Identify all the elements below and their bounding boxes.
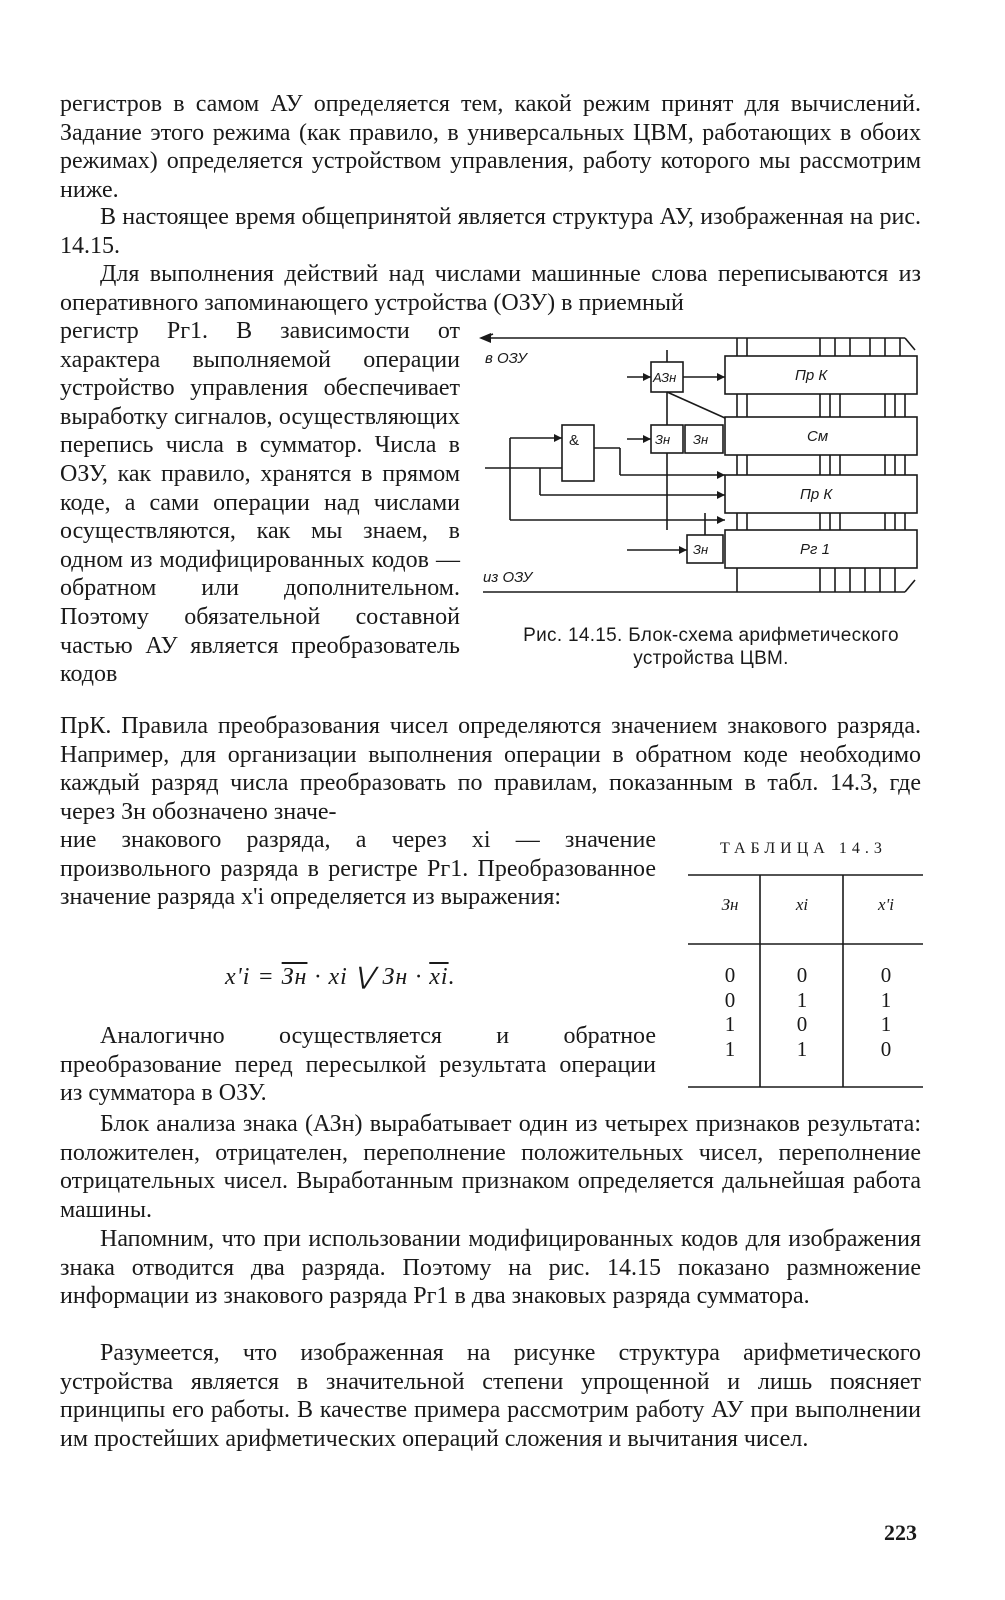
table-col-sign: 0 0 1 1 (724, 963, 736, 1061)
table-title: ТАБЛИЦА 14.3 (720, 840, 887, 857)
formula-eq: = (250, 964, 282, 990)
paragraph-2: В настоящее время общепринятой является структура АУ, изображенная на рис. 14.15. (60, 204, 921, 259)
table-col-xpi: 0 1 1 0 (880, 963, 892, 1061)
label-zn-3: Зн (693, 542, 709, 557)
paragraph-6: Напомним, что при использовании модифицированных кодов для изображения знака отводится два разряда. Поэтому на рис. 14.15 показано размножение информации из знакового разряда Рг1 в два знаковых разряда сумматора. (60, 1226, 921, 1310)
conversion-formula (225, 962, 456, 991)
figure-caption: Рис. 14.15. Блок-схема арифметического устройства ЦВМ. (523, 625, 899, 669)
formula-lhs: x'i (225, 964, 251, 990)
label-to-ram: в ОЗУ (485, 350, 527, 367)
paragraph-4: Аналогично осуществляется и обратное преобразование перед пересылкой результата операции из сумматора в ОЗУ. (60, 1023, 656, 1107)
formula-not-sign: Зн (281, 964, 308, 990)
formula-mid: · xi ⋁ Зн · (307, 964, 430, 990)
table-col-xi: 0 1 0 1 (796, 963, 808, 1061)
arithmetic-unit-diagram (475, 330, 935, 605)
paragraph-3-continued: ПрК. Правила преобразования чисел определяются значением знакового разряда. Например, для организации выполнения операции в обратном коде необходимо каждый разряд числа преобразовать по правилам, показанным в табл. 14.3, где через Зн обозначено значе- (60, 713, 921, 825)
label-sm: См (807, 428, 829, 445)
label-rg1: Рг 1 (800, 541, 830, 558)
formula-end: . (448, 964, 456, 990)
formula-not-x: $\overline{xi}$ (429, 964, 449, 990)
label-azn: АЗн (653, 370, 677, 385)
label-prk-mid: Пр К (800, 486, 833, 503)
paragraph-7: Разумеется, что изображенная на рисунке структура арифметического устройства является в значительной степени упрощенной и лишь поясняет принципы его работы. В качестве примера рассмотрим работу АУ при выполнении им простейших арифметических операций сложения и вычитания чисел. (60, 1340, 921, 1452)
paragraph-3-wrap: регистр Рг1. В зависимости от характера выполняемой операции устройство управления обеспечивает выработку сигналов, осуществляющих перепись числа в сумматор. Числа в ОЗУ, как правило, хранятся в прямом коде, а сами операции над числами осуществляются, как мы знаем, в одном из модифицированных кодов — обратном или дополнительном. Поэтому обязательной составной частью АУ является преобразователь кодов (60, 318, 460, 688)
label-prk-top: Пр К (795, 367, 828, 384)
page-number: 223 (884, 1520, 917, 1545)
paragraph-3-wrap-2: ние знакового разряда, а через xi — значение произвольного разряда в регистре Рг1. Преобразованное значение разряда x'i определяется из выражения: (60, 827, 656, 911)
label-zn-2: Зн (693, 432, 709, 447)
label-from-ram: из ОЗУ (483, 569, 533, 586)
label-and: & (569, 432, 580, 449)
paragraph-1: регистров в самом АУ определяется тем, какой режим принят для вычислений. Задание этого режима (как правило, в универсальных ЦВМ, работающих в обоих режимах) определяется устройством управления, работу которого мы рассмотрим ниже. (60, 91, 921, 203)
paragraph-5: Блок анализа знака (АЗн) вырабатывает один из четырех признаков результата: положителен, отрицателен, переполнение положительных чисел, переполнение отрицательных чисел. Выработанным признаком определяется дальнейшая работа машины. (60, 1111, 921, 1223)
label-zn-1: Зн (655, 432, 671, 447)
table-header-xpi: x'i (878, 895, 894, 914)
table-header-sign: Зн (721, 895, 739, 914)
paragraph-3-full: Для выполнения действий над числами машинные слова переписываются из оперативного запоминающего устройства (ОЗУ) в приемный (60, 261, 921, 316)
table-header-xi: xi (795, 895, 809, 914)
